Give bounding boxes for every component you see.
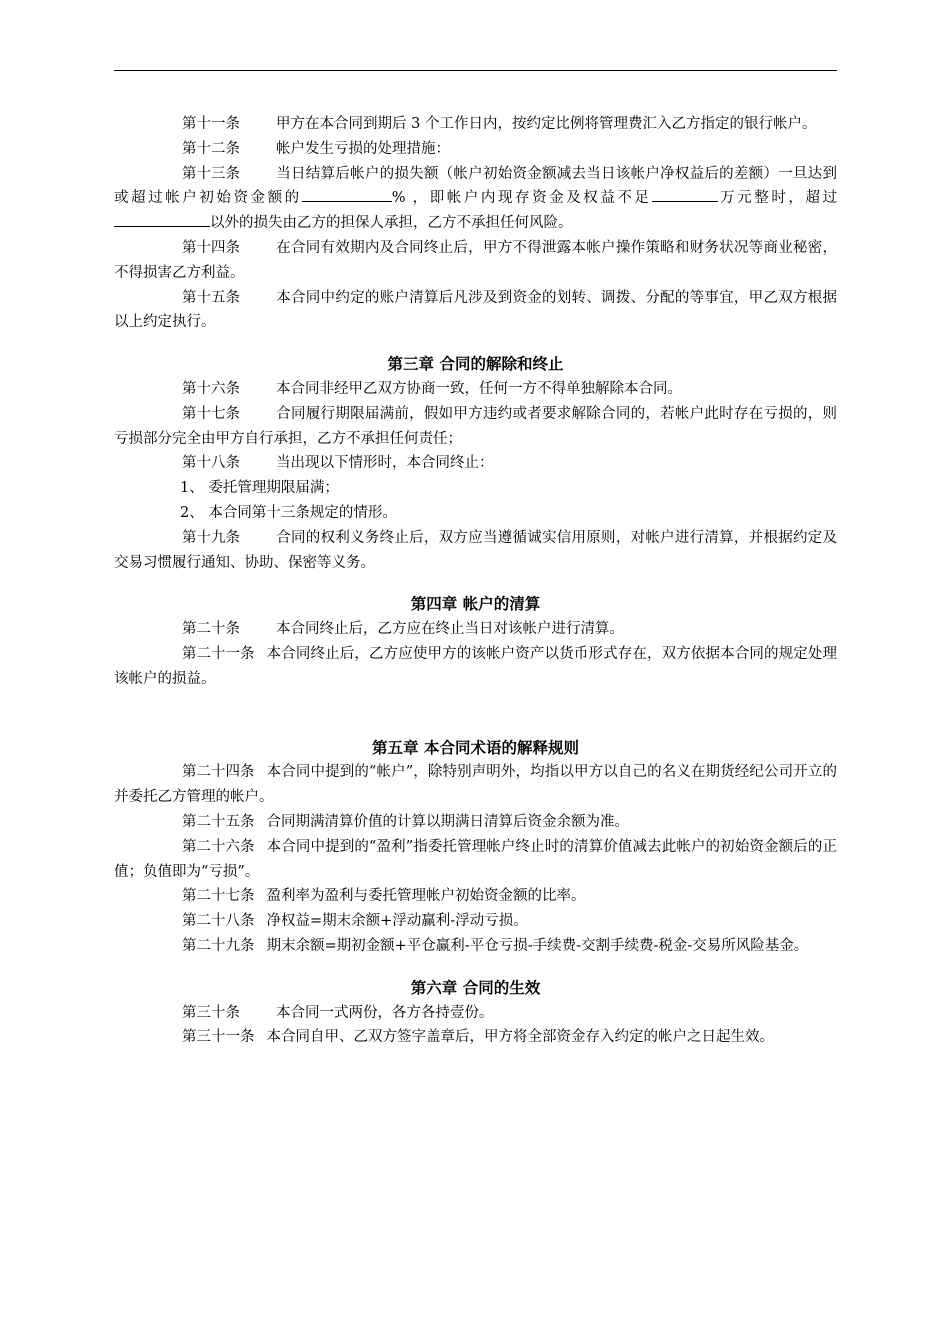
article-text: 甲方在本合同到期后 3 个工作日内，按约定比例将管理费汇入乙方指定的银行帐户。 <box>276 116 817 132</box>
article-text: 合同履行期限届满前，假如甲方违约或者要求解除合同的，若帐户此时存在亏损的，则亏损部分完全由甲方自行承担，乙方不承担任何责任； <box>114 405 837 447</box>
article-21 <box>114 642 837 692</box>
article-text: 本合同中提到的“盈利”指委托管理帐户终止时的清算价值减去此帐户的初始资金额后的正值；负值即为“亏损”。 <box>114 838 837 880</box>
article-number: 第十八条 <box>182 455 240 472</box>
article-number: 第十六条 <box>182 380 240 397</box>
article-text: 本合同非经甲乙双方协商一致，任何一方不得单独解除本合同。 <box>276 380 682 397</box>
article-number: 第十五条 <box>182 289 240 306</box>
article-text: 合同的权利义务终止后，双方应当遵循诚实信用原则，对帐户进行清算，并根据约定及交易习惯履行通知、协助、保密等义务。 <box>114 529 837 571</box>
article-number: 第二十四条 <box>182 764 255 781</box>
article-29 <box>114 934 837 959</box>
article-text: 帐户发生亏损的处理措施： <box>276 140 450 157</box>
article-17 <box>114 402 837 452</box>
article-number: 第三十一条 <box>182 1029 255 1046</box>
article-12 <box>114 137 837 162</box>
article-number: 第二十六条 <box>182 838 255 855</box>
article-number: 第三十条 <box>182 1004 240 1021</box>
chapter-3-title: 第三章 合同的解除和终止 <box>387 355 564 374</box>
article-number: 第十一条 <box>182 116 240 132</box>
fill-blank-excess[interactable] <box>114 211 210 227</box>
list-item: 2、 本合同第十三条规定的情形。 <box>180 504 397 521</box>
chapter-6-title: 第六章 合同的生效 <box>410 978 541 997</box>
article-number: 第二十七条 <box>182 888 255 905</box>
article-20 <box>114 617 837 642</box>
article-text: 盈利率为盈利与委托管理帐户初始资金额的比率。 <box>266 888 586 905</box>
article-text: 本合同终止后，乙方应使甲方的该帐户资产以货币形式存在，双方依据本合同的规定处理该帐户的损益。 <box>114 645 837 687</box>
article-number: 第十三条 <box>182 165 240 182</box>
article-13 <box>114 162 837 236</box>
fill-blank-amount[interactable] <box>652 186 718 202</box>
article-11 <box>114 112 837 137</box>
article-text: 本合同终止后，乙方应在终止当日对该帐户进行清算。 <box>276 621 624 638</box>
fill-blank-percent[interactable] <box>302 186 392 202</box>
article-text: 合同期满清算价值的计算以期满日清算后资金余额为准。 <box>266 813 629 830</box>
article-number: 第二十条 <box>182 621 240 638</box>
article-28 <box>114 909 837 934</box>
article-number: 第十二条 <box>182 140 240 157</box>
article-number: 第二十九条 <box>182 937 255 954</box>
article-18 <box>114 451 837 476</box>
article-24 <box>114 760 837 810</box>
article-number: 第十四条 <box>182 239 240 256</box>
article-number: 第二十五条 <box>182 813 255 830</box>
chapter-4-title: 第四章 帐户的清算 <box>410 595 541 614</box>
article-31 <box>114 1025 837 1050</box>
list-item: 1、 委托管理期限届满； <box>180 480 339 497</box>
contract-body <box>114 112 837 1050</box>
article-text: 以外的损失由乙方的担保人承担，乙方不承担任何风险。 <box>210 215 573 232</box>
article-30 <box>114 1001 837 1026</box>
article-16 <box>114 377 837 402</box>
article-14 <box>114 236 837 286</box>
article-number: 第十七条 <box>182 405 240 422</box>
article-15 <box>114 286 837 336</box>
article-text: 本合同一式两份，各方各持壹份。 <box>276 1004 494 1021</box>
article-text: 当出现以下情形时，本合同终止： <box>276 455 494 472</box>
article-number: 第二十一条 <box>182 645 255 662</box>
chapter-5-title: 第五章 本合同术语的解释规则 <box>372 738 579 757</box>
article-text: % ，即帐户内现存资金及权益不足 <box>391 190 652 207</box>
article-27 <box>114 884 837 909</box>
article-text: 本合同中约定的账户清算后凡涉及到资金的划转、调拨、分配的等事宜，甲乙双方根据以上约定执行。 <box>114 289 837 331</box>
article-number: 第二十八条 <box>182 913 255 930</box>
article-text: 当日结算后帐户的损失额（帐户初始资金额减去当日该帐户净权益后的差额）一旦达到或超过帐户初始资金额的 <box>114 165 837 207</box>
article-text: 本合同中提到的“帐户”，除特别声明外，均指以甲方以自己的名义在期货经纪公司开立的并委托乙方管理的帐户。 <box>114 764 837 806</box>
article-text: 净权益=期末余额+浮动赢利-浮动亏损。 <box>266 913 528 930</box>
article-number: 第十九条 <box>182 529 240 546</box>
header-rule <box>114 70 837 71</box>
article-text: 万元整时，超过 <box>717 190 838 207</box>
article-text: 在合同有效期内及合同终止后，甲方不得泄露本帐户操作策略和财务状况等商业秘密，不得损害乙方利益。 <box>114 239 837 281</box>
article-26 <box>114 835 837 885</box>
article-25 <box>114 810 837 835</box>
article-text: 期末余额=期初金额+平仓赢利-平仓亏损-手续费-交割手续费-税金-交易所风险基金。 <box>266 937 809 954</box>
article-text: 本合同自甲、乙双方签字盖章后，甲方将全部资金存入约定的帐户之日起生效。 <box>266 1029 774 1046</box>
article-19 <box>114 526 837 576</box>
